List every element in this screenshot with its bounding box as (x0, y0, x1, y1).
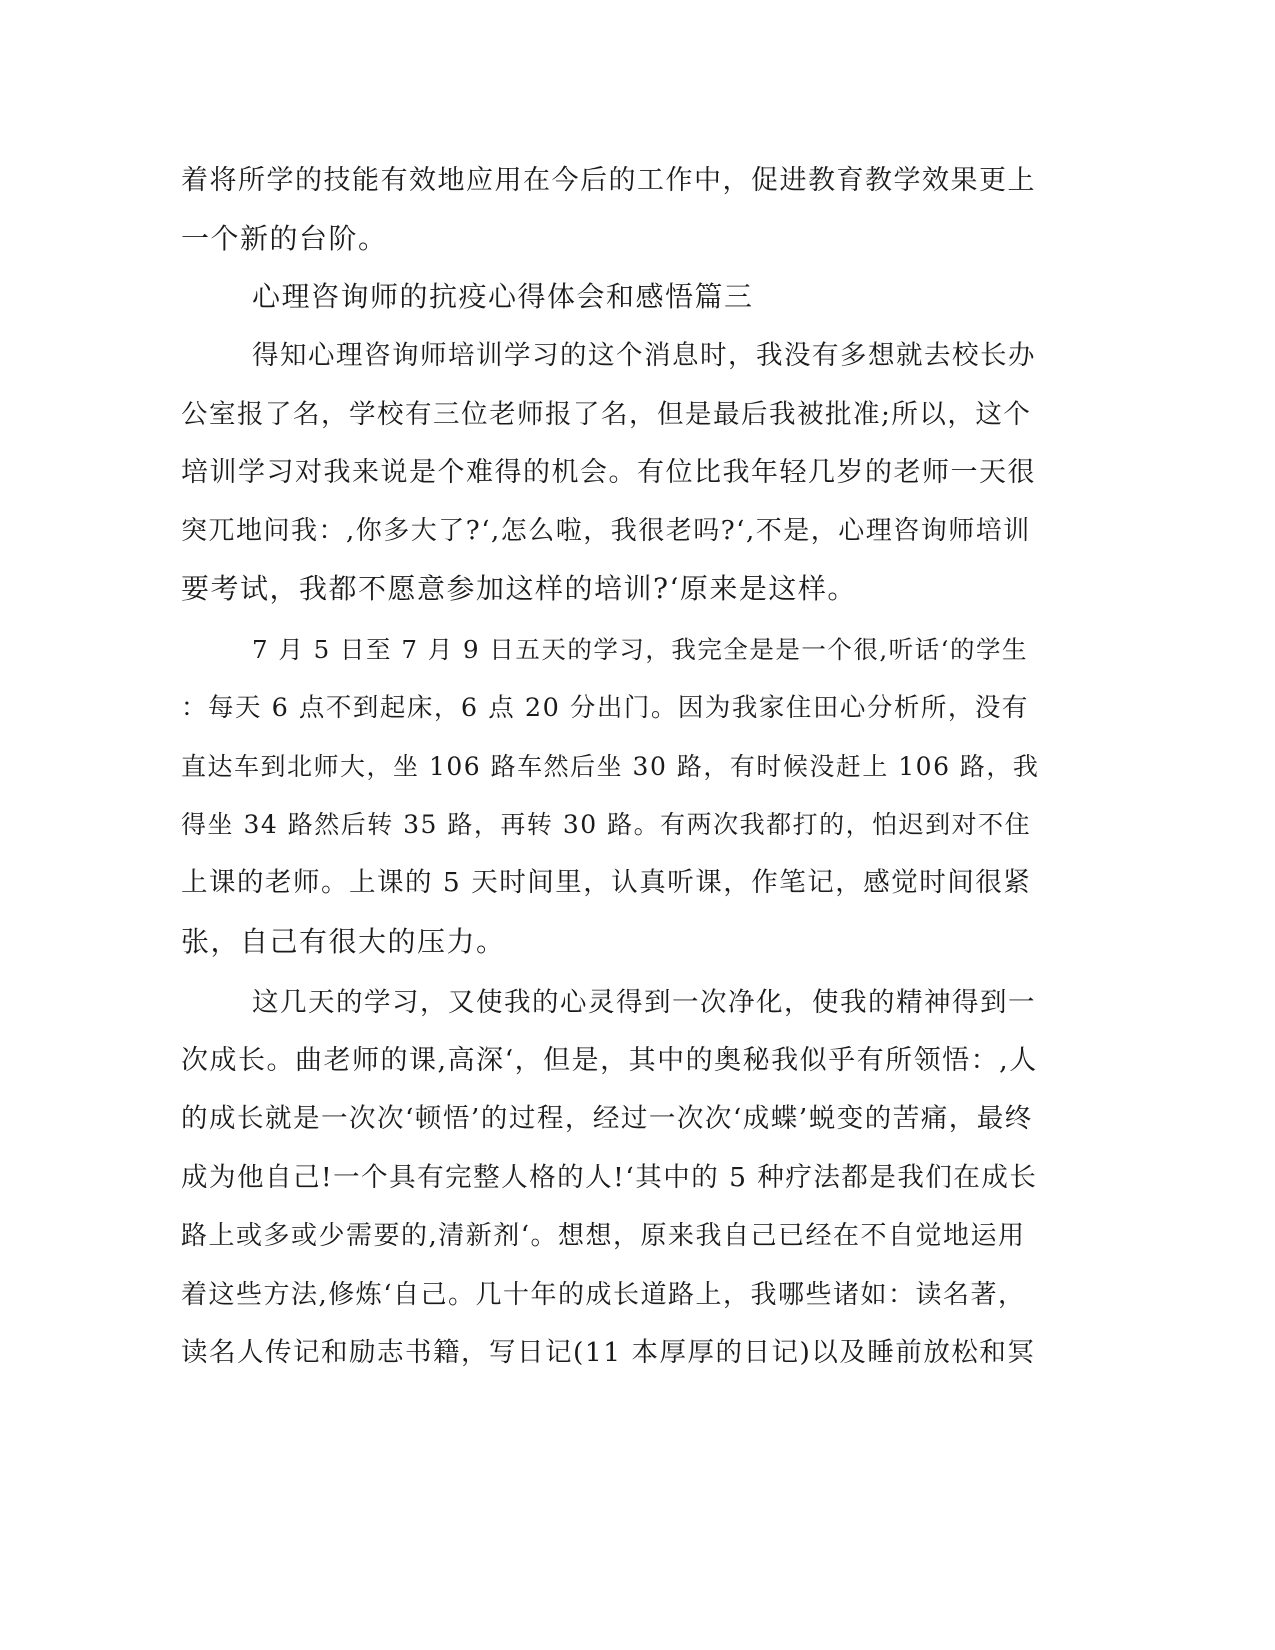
text-line: 公室报了名，学校有三位老师报了名，但是最后我被批准;所以，这个 (181, 399, 1032, 430)
text-line: 次成长。曲老师的课,高深‘，但是，其中的奥秘我似乎有所领悟：,人 (181, 1045, 1038, 1076)
text-line: 成为他自己!一个具有完整人格的人!‘其中的 5 种疗法都是我们在成长 (181, 1162, 1038, 1193)
text-line: 着将所学的技能有效地应用在今后的工作中，促进教育教学效果更上 (181, 165, 1036, 196)
text-line: 这几天的学习，又使我的心灵得到一次净化，使我的精神得到一 (252, 987, 1036, 1018)
text-line: 一个新的台阶。 (181, 222, 388, 255)
text-line: 培训学习对我来说是个难得的机会。有位比我年轻几岁的老师一天很 (181, 457, 1036, 488)
text-line: 上课的老师。上课的 5 天时间里，认真听课，作笔记，感觉时间很紧 (181, 867, 1032, 898)
text-line: 要考试，我都不愿意参加这样的培训?‘原来是这样。 (181, 572, 857, 605)
text-line: ：每天 6 点不到起床，6 点 20 分出门。因为我家住田心分析所，没有 (181, 693, 1029, 723)
section-heading: 心理咨询师的抗疫心得体会和感悟篇三 (252, 280, 754, 313)
text-line: 得知心理咨询师培训学习的这个消息时，我没有多想就去校长办 (252, 340, 1036, 371)
text-line: 路上或多或少需要的,清新剂‘。想想，原来我自己已经在不自觉地运用 (181, 1221, 1026, 1251)
text-line: 7 月 5 日至 7 月 9 日五天的学习，我完全是是一个很,听话‘的学生 (252, 635, 1028, 664)
text-line: 着这些方法,修炼‘自己。几十年的成长道路上，我哪些诸如：读名著， (181, 1280, 1026, 1310)
text-line: 直达车到北师大，坐 106 路车然后坐 30 路，有时候没赶上 106 路，我 (181, 752, 1040, 781)
text-line: 张，自己有很大的压力。 (181, 925, 506, 958)
text-line: 得坐 34 路然后转 35 路，再转 30 路。有两次我都打的，怕迟到对不住 (181, 810, 1032, 839)
text-line: 的成长就是一次次‘顿悟’的过程，经过一次次‘成蝶’蜕变的苦痛，最终 (181, 1103, 1033, 1134)
text-line: 突兀地问我：,你多大了?‘,怎么啦，我很老吗?‘,不是，心理咨询师培训 (181, 516, 1031, 546)
text-line: 读名人传记和励志书籍，写日记(11 本厚厚的日记)以及睡前放松和冥 (181, 1337, 1036, 1368)
